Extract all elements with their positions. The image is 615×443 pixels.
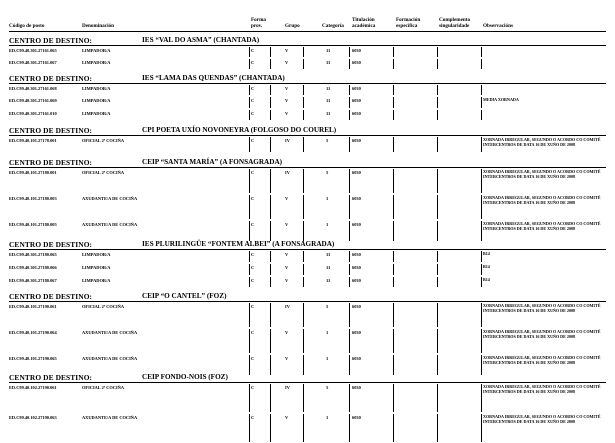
- cell-forma-prov: C: [251, 86, 255, 91]
- cell-separator: [303, 110, 304, 120]
- cell-forma-prov: C: [251, 252, 255, 257]
- table-header: [0, 16, 615, 30]
- header-codigo: Código de posto: [9, 23, 45, 29]
- centre-label: CENTRO DE DESTINO:: [9, 74, 93, 83]
- cell-observacions: XORNADA IRREGULAR, SEGUNDO O ACORDO CO COMITÉ INTERCENTROS DE DATA 16 DE XUÑO DE 2008: [483, 137, 601, 147]
- centre-label: CENTRO DE DESTINO:: [9, 240, 93, 249]
- header-categoria: Categoría: [322, 23, 344, 29]
- cell-titulacion: 6030: [352, 60, 361, 65]
- cell-forma-prov: C: [251, 98, 255, 103]
- cell-separator: [303, 303, 304, 327]
- table-row: [0, 250, 615, 263]
- cell-separator: [393, 169, 394, 193]
- cell-categoria: 1: [326, 330, 329, 335]
- cell-separator: [270, 414, 271, 442]
- cell-separator: [249, 137, 250, 152]
- cell-separator: [270, 384, 271, 412]
- cell-denominacion: AXUDANTE/A DE COCIÑA: [82, 356, 138, 361]
- cell-separator: [249, 97, 250, 108]
- cell-separator: [270, 264, 271, 275]
- cell-denominacion: AXUDANTE/A DE COCIÑA: [82, 196, 138, 201]
- cell-titulacion: 6030: [352, 278, 361, 283]
- cell-separator: [437, 59, 438, 69]
- cell-categoria: 5: [326, 170, 329, 175]
- cell-separator: [349, 329, 350, 353]
- cell-grupo: V: [285, 330, 289, 335]
- cell-separator: [270, 47, 271, 57]
- cell-codigo: ED.C99.40.101.27190.065: [9, 356, 57, 361]
- cell-separator: [481, 251, 482, 262]
- cell-grupo: V: [285, 252, 289, 257]
- centre-name: CEIP FONDO-NOIS (FOZ): [142, 373, 228, 381]
- cell-categoria: 1: [326, 415, 329, 420]
- cell-titulacion: 6030: [352, 222, 361, 227]
- table-row: [0, 96, 615, 109]
- cell-separator: [437, 414, 438, 442]
- cell-separator: [270, 277, 271, 287]
- cell-separator: [270, 169, 271, 193]
- cell-separator: [303, 97, 304, 108]
- cell-separator: [437, 303, 438, 327]
- centre-name: IES “VAL DO ASMA” (CHANTADA): [142, 36, 260, 44]
- cell-grupo: V: [285, 111, 289, 116]
- cell-separator: [270, 59, 271, 69]
- centre-label: CENTRO DE DESTINO:: [9, 373, 93, 382]
- cell-separator: [393, 47, 394, 57]
- cell-codigo: ED.C99.40.101.27178.001: [9, 138, 57, 143]
- cell-codigo: ED.C99.40.101.27190.061: [9, 304, 57, 309]
- cell-separator: [349, 251, 350, 262]
- cell-separator: [349, 221, 350, 241]
- cell-separator: [249, 195, 250, 219]
- cell-separator: [270, 85, 271, 95]
- cell-separator: [481, 97, 482, 108]
- cell-titulacion: 6030: [352, 111, 361, 116]
- cell-grupo: V: [285, 196, 289, 201]
- table-row: [0, 46, 615, 58]
- cell-observacions: XORNADA IRREGULAR, SEGUNDO O ACORDO CO COMITÉ INTERCENTROS DE DATA 16 DE XUÑO DE 2008: [483, 329, 601, 339]
- cell-observacions: MEDIA XORNADA: [483, 97, 519, 102]
- cell-separator: [249, 303, 250, 327]
- centre-label: CENTRO DE DESTINO:: [9, 292, 93, 301]
- table-row: [0, 276, 615, 288]
- cell-separator: [270, 110, 271, 120]
- cell-codigo: ED.C99.40.301.27161.068: [9, 86, 57, 91]
- cell-separator: [249, 414, 250, 442]
- cell-separator: [481, 329, 482, 353]
- cell-observacions: XORNADA IRREGULAR, SEGUNDO O ACORDO CO COMITÉ INTERCENTROS DE DATA 16 DE XUÑO DE 2008: [483, 169, 601, 179]
- cell-categoria: 11: [326, 252, 331, 257]
- cell-categoria: 11: [326, 86, 331, 91]
- cell-separator: [303, 384, 304, 412]
- centre-name: IES “LAMA DAS QUENDAS” (CHANTADA): [142, 74, 285, 82]
- cell-separator: [481, 384, 482, 412]
- cell-observacions: B14: [483, 277, 490, 282]
- cell-separator: [349, 97, 350, 108]
- cell-forma-prov: C: [251, 265, 255, 270]
- cell-separator: [437, 47, 438, 57]
- cell-titulacion: 6030: [352, 356, 361, 361]
- cell-separator: [481, 264, 482, 275]
- cell-separator: [249, 85, 250, 95]
- cell-separator: [349, 85, 350, 95]
- centre-name: CEIP “SANTA MARÍA” (A FONSAGRADA): [142, 158, 283, 166]
- cell-forma-prov: C: [251, 385, 255, 390]
- cell-separator: [270, 329, 271, 353]
- cell-categoria: 11: [326, 48, 331, 53]
- table-row: [0, 194, 615, 220]
- cell-grupo: V: [285, 98, 289, 103]
- cell-separator: [393, 329, 394, 353]
- cell-separator: [249, 59, 250, 69]
- cell-separator: [303, 264, 304, 275]
- table-row: [0, 84, 615, 96]
- cell-separator: [349, 384, 350, 412]
- cell-forma-prov: C: [251, 222, 255, 227]
- cell-categoria: 1: [326, 196, 329, 201]
- cell-titulacion: 6030: [352, 48, 361, 53]
- cell-observacions: XORNADA IRREGULAR, SEGUNDO O ACORDO CO COMITÉ INTERCENTROS DE DATA 16 DE XUÑO DE 2008: [483, 414, 601, 424]
- cell-categoria: 11: [326, 60, 331, 65]
- cell-separator: [349, 47, 350, 57]
- cell-separator: [303, 169, 304, 193]
- cell-forma-prov: C: [251, 138, 255, 143]
- cell-separator: [437, 195, 438, 219]
- cell-denominacion: OFICIAL 2ª COCIÑA: [82, 170, 125, 175]
- cell-separator: [481, 195, 482, 219]
- cell-separator: [349, 414, 350, 442]
- cell-denominacion: OFICIAL 2ª COCIÑA: [82, 138, 125, 143]
- cell-separator: [303, 221, 304, 241]
- cell-codigo: ED.C99.40.102.27190.063: [9, 415, 57, 420]
- cell-observacions: XORNADA IRREGULAR, SEGUNDO O ACORDO CO COMITÉ INTERCENTROS DE DATA 16 DE XUÑO DE 2008: [483, 303, 601, 313]
- cell-denominacion: AXUDANTE/A DE COCIÑA: [82, 330, 138, 335]
- centre-name: CEIP “O CANTEL” (FOZ): [142, 292, 227, 300]
- cell-categoria: 11: [326, 98, 331, 103]
- cell-separator: [349, 303, 350, 327]
- cell-denominacion: LIMPADOR/A: [82, 86, 111, 91]
- cell-grupo: V: [285, 222, 289, 227]
- cell-denominacion: AXUDANTE/A DE COCIÑA: [82, 415, 138, 420]
- cell-titulacion: 6030: [352, 415, 361, 420]
- cell-denominacion: OFICIAL 2ª COCIÑA: [82, 304, 125, 309]
- cell-titulacion: 6030: [352, 385, 361, 390]
- cell-codigo: ED.C99.40.301.27161.010: [9, 111, 57, 116]
- cell-separator: [437, 264, 438, 275]
- cell-observacions: B14: [483, 264, 490, 269]
- table-row: [0, 109, 615, 121]
- header-observacions: Observacións: [483, 23, 513, 29]
- cell-observacions: XORNADA IRREGULAR, SEGUNDO O ACORDO CO COMITÉ INTERCENTROS DE DATA 16 DE XUÑO DE 2008: [483, 384, 601, 394]
- cell-separator: [393, 251, 394, 262]
- cell-separator: [481, 355, 482, 375]
- cell-separator: [393, 97, 394, 108]
- cell-titulacion: 6030: [352, 138, 361, 143]
- cell-forma-prov: C: [251, 196, 255, 201]
- cell-separator: [437, 221, 438, 241]
- cell-separator: [303, 137, 304, 152]
- cell-grupo: IV: [285, 170, 290, 175]
- cell-separator: [437, 277, 438, 287]
- cell-separator: [349, 195, 350, 219]
- cell-separator: [393, 221, 394, 241]
- header-complemento: Complemento singularidade: [439, 17, 471, 29]
- cell-separator: [437, 85, 438, 95]
- cell-separator: [270, 195, 271, 219]
- cell-separator: [393, 59, 394, 69]
- cell-separator: [481, 303, 482, 327]
- table-row: [0, 168, 615, 194]
- cell-separator: [481, 137, 482, 152]
- cell-categoria: 1: [326, 356, 329, 361]
- cell-codigo: ED.C99.40.301.27161.067: [9, 60, 57, 65]
- cell-forma-prov: C: [251, 170, 255, 175]
- cell-separator: [437, 137, 438, 152]
- table-row: [0, 136, 615, 153]
- cell-separator: [481, 59, 482, 69]
- cell-categoria: 5: [326, 385, 329, 390]
- centre-name: IES PLURILINGÜE “FONTEM ALBEI” (A FONSAGRADA): [142, 240, 335, 248]
- cell-forma-prov: C: [251, 278, 255, 283]
- cell-titulacion: 6030: [352, 170, 361, 175]
- centre-label: CENTRO DE DESTINO:: [9, 158, 93, 167]
- cell-separator: [481, 414, 482, 442]
- cell-codigo: ED.C99.40.101.27190.064: [9, 330, 57, 335]
- cell-categoria: 11: [326, 111, 331, 116]
- centre-label: CENTRO DE DESTINO:: [9, 36, 93, 45]
- cell-separator: [249, 277, 250, 287]
- cell-forma-prov: C: [251, 48, 255, 53]
- cell-grupo: V: [285, 265, 289, 270]
- cell-separator: [249, 221, 250, 241]
- cell-separator: [249, 110, 250, 120]
- cell-separator: [393, 110, 394, 120]
- cell-observacions: XORNADA IRREGULAR, SEGUNDO O ACORDO CO COMITÉ INTERCENTROS DE DATA 16 DE XUÑO DE 2008: [483, 221, 601, 231]
- cell-separator: [270, 221, 271, 241]
- cell-grupo: V: [285, 48, 289, 53]
- centre-name: CPI POETA UXÍO NOVONEYRA (FOLGOSO DO COUREL): [142, 126, 337, 134]
- cell-denominacion: AXUDANTE/A DE COCIÑA: [82, 222, 138, 227]
- cell-separator: [349, 59, 350, 69]
- cell-denominacion: LIMPADOR/A: [82, 48, 111, 53]
- cell-titulacion: 6030: [352, 265, 361, 270]
- cell-separator: [303, 59, 304, 69]
- cell-separator: [481, 277, 482, 287]
- cell-separator: [270, 251, 271, 262]
- cell-forma-prov: C: [251, 356, 255, 361]
- cell-grupo: IV: [285, 138, 290, 143]
- cell-denominacion: LIMPADOR/A: [82, 111, 111, 116]
- cell-separator: [349, 264, 350, 275]
- cell-separator: [393, 384, 394, 412]
- cell-denominacion: LIMPADOR/A: [82, 252, 111, 257]
- header-rule: [9, 31, 606, 32]
- cell-observacions: XORNADA IRREGULAR, SEGUNDO O ACORDO CO COMITÉ INTERCENTROS DE DATA 16 DE XUÑO DE 2008: [483, 195, 601, 205]
- cell-categoria: 5: [326, 138, 329, 143]
- cell-grupo: V: [285, 86, 289, 91]
- cell-separator: [349, 355, 350, 375]
- cell-grupo: V: [285, 60, 289, 65]
- cell-separator: [303, 195, 304, 219]
- cell-separator: [249, 169, 250, 193]
- cell-forma-prov: C: [251, 304, 255, 309]
- cell-separator: [437, 355, 438, 375]
- cell-denominacion: OFICIAL 2ª COCIÑA: [82, 385, 125, 390]
- cell-separator: [393, 355, 394, 375]
- cell-separator: [270, 97, 271, 108]
- cell-separator: [270, 355, 271, 375]
- cell-codigo: ED.C99.40.301.27180.066: [9, 265, 57, 270]
- cell-categoria: 11: [326, 265, 331, 270]
- cell-separator: [437, 97, 438, 108]
- cell-separator: [249, 384, 250, 412]
- cell-codigo: ED.C99.40.301.27180.065: [9, 252, 57, 257]
- cell-denominacion: LIMPADOR/A: [82, 60, 111, 65]
- cell-separator: [303, 251, 304, 262]
- table-row: [0, 383, 615, 413]
- cell-titulacion: 6030: [352, 330, 361, 335]
- table-row: [0, 328, 615, 354]
- cell-separator: [303, 85, 304, 95]
- cell-categoria: 11: [326, 278, 331, 283]
- cell-codigo: ED.C99.40.301.27180.067: [9, 278, 57, 283]
- cell-denominacion: LIMPADOR/A: [82, 278, 111, 283]
- cell-grupo: V: [285, 356, 289, 361]
- header-formacion: Formación específica: [396, 17, 421, 29]
- cell-separator: [393, 414, 394, 442]
- cell-separator: [437, 384, 438, 412]
- cell-denominacion: LIMPADOR/A: [82, 98, 111, 103]
- cell-separator: [393, 277, 394, 287]
- cell-forma-prov: C: [251, 111, 255, 116]
- cell-separator: [437, 110, 438, 120]
- cell-forma-prov: C: [251, 415, 255, 420]
- cell-categoria: 5: [326, 304, 329, 309]
- cell-codigo: ED.C99.40.301.27161.065: [9, 48, 57, 53]
- cell-separator: [349, 277, 350, 287]
- cell-separator: [393, 303, 394, 327]
- cell-titulacion: 6030: [352, 196, 361, 201]
- cell-codigo: ED.C99.40.101.27180.003: [9, 196, 57, 201]
- header-titulacion: Titulación académica: [352, 17, 376, 29]
- cell-grupo: V: [285, 278, 289, 283]
- cell-separator: [303, 329, 304, 353]
- cell-separator: [249, 47, 250, 57]
- cell-separator: [437, 329, 438, 353]
- table-row: [0, 220, 615, 242]
- cell-separator: [437, 169, 438, 193]
- cell-separator: [349, 137, 350, 152]
- cell-denominacion: LIMPADOR/A: [82, 265, 111, 270]
- cell-separator: [249, 355, 250, 375]
- cell-separator: [481, 221, 482, 241]
- cell-titulacion: 6030: [352, 252, 361, 257]
- cell-separator: [481, 47, 482, 57]
- cell-separator: [481, 85, 482, 95]
- cell-separator: [393, 264, 394, 275]
- cell-separator: [349, 110, 350, 120]
- cell-codigo: ED.C99.40.101.27180.001: [9, 170, 57, 175]
- cell-grupo: IV: [285, 385, 290, 390]
- table-row: [0, 302, 615, 328]
- cell-separator: [270, 303, 271, 327]
- cell-categoria: 1: [326, 222, 329, 227]
- cell-grupo: V: [285, 415, 289, 420]
- cell-separator: [393, 137, 394, 152]
- header-grupo: Grupo: [285, 23, 300, 29]
- cell-codigo: ED.C99.40.101.27180.005: [9, 222, 57, 227]
- cell-separator: [249, 329, 250, 353]
- cell-separator: [349, 169, 350, 193]
- cell-separator: [437, 251, 438, 262]
- cell-separator: [303, 414, 304, 442]
- cell-forma-prov: C: [251, 60, 255, 65]
- cell-separator: [481, 169, 482, 193]
- cell-codigo: ED.C99.40.102.27190.061: [9, 385, 57, 390]
- cell-grupo: IV: [285, 304, 290, 309]
- table-row: [0, 263, 615, 276]
- header-forma-prov: Forma prov.: [251, 17, 266, 29]
- cell-separator: [303, 355, 304, 375]
- cell-separator: [303, 47, 304, 57]
- cell-separator: [393, 85, 394, 95]
- table-row: [0, 58, 615, 70]
- header-denominacion: Denominación: [82, 23, 114, 29]
- cell-separator: [303, 277, 304, 287]
- cell-forma-prov: C: [251, 330, 255, 335]
- cell-separator: [481, 110, 482, 120]
- cell-observacions: B14: [483, 251, 490, 256]
- cell-titulacion: 6030: [352, 86, 361, 91]
- cell-titulacion: 6030: [352, 304, 361, 309]
- cell-separator: [249, 264, 250, 275]
- cell-separator: [249, 251, 250, 262]
- centre-label: CENTRO DE DESTINO:: [9, 126, 93, 135]
- cell-separator: [270, 137, 271, 152]
- cell-observacions: XORNADA IRREGULAR, SEGUNDO O ACORDO CO COMITÉ INTERCENTROS DE DATA 16 DE XUÑO DE 2008: [483, 355, 601, 365]
- cell-separator: [393, 195, 394, 219]
- cell-codigo: ED.C99.40.301.27161.069: [9, 98, 57, 103]
- cell-titulacion: 6030: [352, 98, 361, 103]
